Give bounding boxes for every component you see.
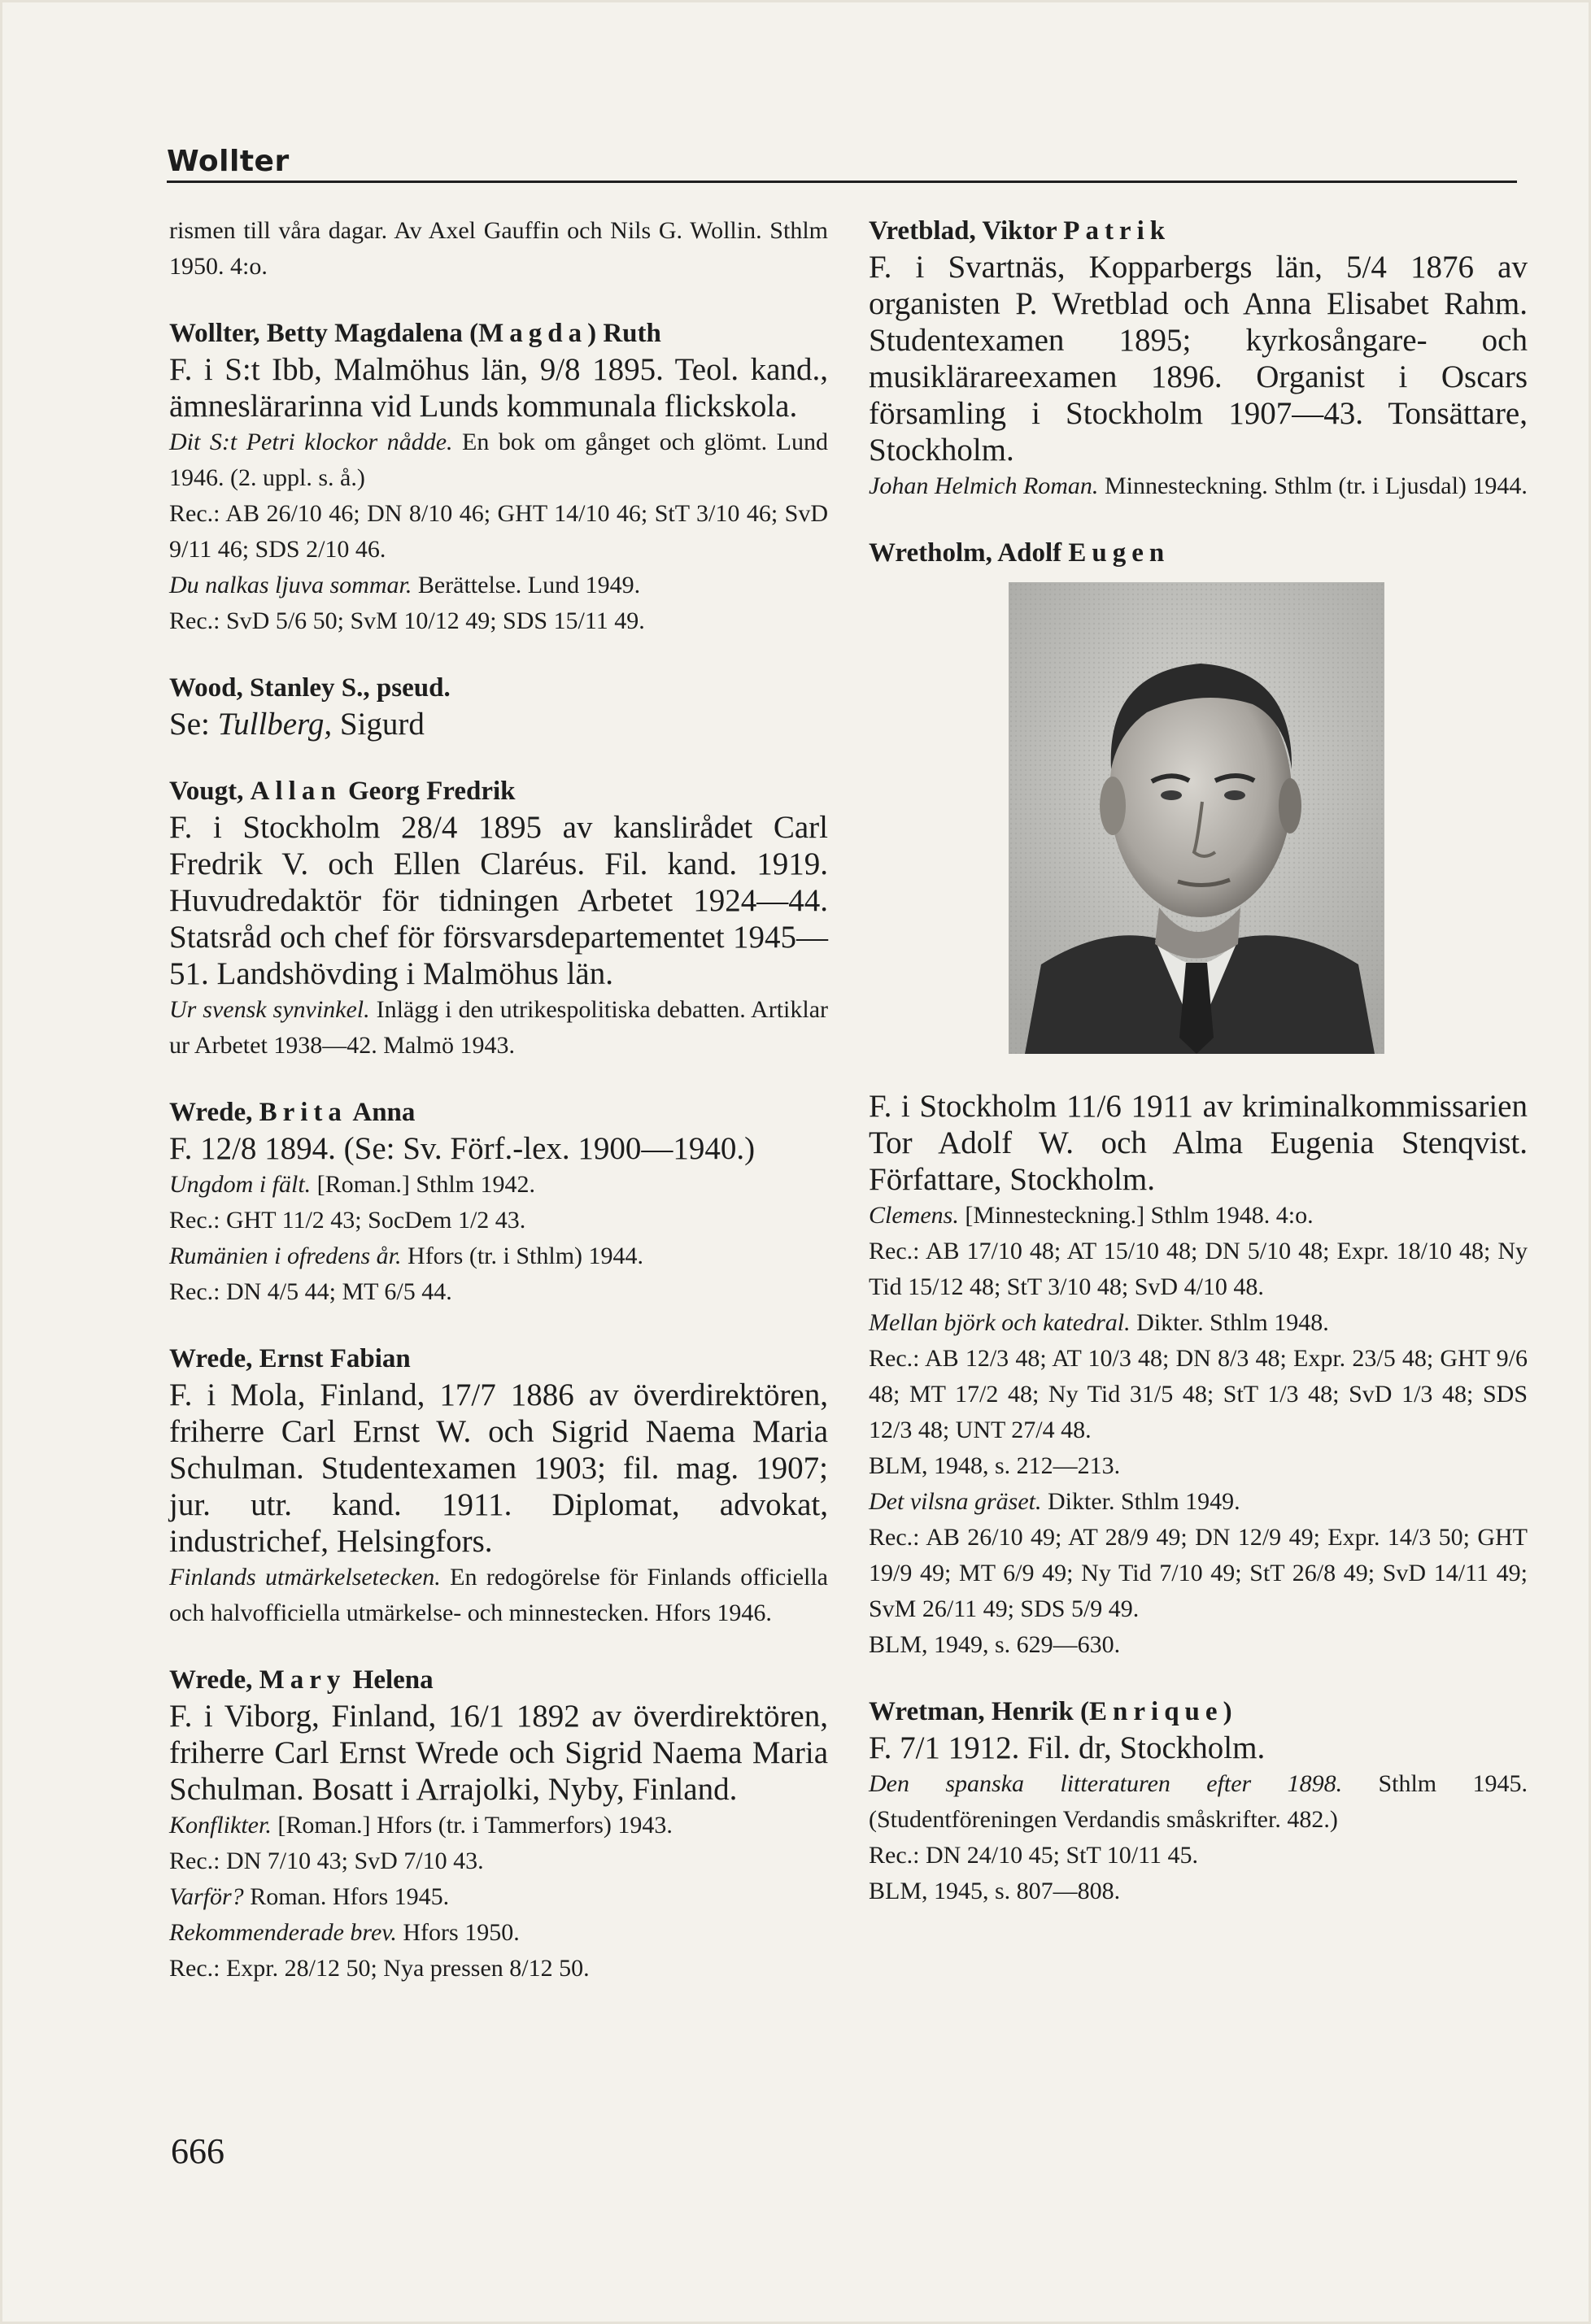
entry-biography: F. i Viborg, Finland, 16/1 1892 av överdirektören, friherre Carl Ernst Wrede och Sigrid Naema Maria Schulman. Bosatt i Arrajolki, Nyby, Finland. (169, 1699, 828, 1807)
cross-reference: Se: Tullberg, Sigurd (169, 707, 425, 742)
entry-vougt-allan (169, 773, 828, 1064)
header-rule (167, 181, 1517, 183)
work-title: Rekommenderade brev. Hfors 1950. (169, 1919, 520, 1946)
review-list: Rec.: Expr. 28/12 50; Nya pressen 8/12 50. (169, 1955, 590, 1982)
work-title: Rumänien i ofredens år. Hfors (tr. i Sthlm) 1944. (169, 1243, 644, 1269)
entry-wrede-mary (169, 1662, 828, 1987)
continuation-text: rismen till våra dagar. Av Axel Gauffin och Nils G. Wollin. Sthlm 1950. 4:o. (169, 217, 828, 280)
entry-biography: F. 12/8 1894. (Se: Sv. Förf.-lex. 1900—1940.) (169, 1131, 756, 1166)
entry-biography: F. i Mola, Finland, 17/7 1886 av överdirektören, friherre Carl Ernst W. och Sigrid Naema Maria Schulman. Studentexamen 1903; fil. mag. 1907; jur. utr. kand. 1911. Diplomat, advokat, industrichef, Helsingfors. (169, 1377, 828, 1559)
review-list: Rec.: DN 4/5 44; MT 6/5 44. (169, 1278, 452, 1305)
work-title: Ur svensk synvinkel. Inlägg i den utrikespolitiska debatten. Artiklar ur Arbetet 1938—42. Malmö 1943. (169, 996, 828, 1059)
entry-name: Wood, Stanley S., pseud. (169, 673, 451, 703)
portrait-eye-right (1224, 790, 1245, 800)
review-list: Rec.: AB 17/10 48; AT 15/10 48; DN 5/10 48; Expr. 18/10 48; Ny Tid 15/12 48; StT 3/10 48; SvD 4/10 48. (869, 1238, 1528, 1300)
work-title: Mellan björk och katedral. Dikter. Sthlm 1948. (869, 1309, 1329, 1336)
running-head: Wollter (167, 145, 290, 178)
work-title: Dit S:t Petri klockor nådde. En bok om gånget och glömt. Lund 1946. (2. uppl. s. å.) (169, 429, 828, 491)
review-list: Rec.: DN 24/10 45; StT 10/11 45. (869, 1842, 1198, 1869)
review-list: Rec.: GHT 11/2 43; SocDem 1/2 43. (169, 1207, 526, 1234)
entry-wretman-henrik (869, 1694, 1528, 1909)
review-list: Rec.: DN 7/10 43; SvD 7/10 43. (169, 1847, 484, 1874)
review-list: Rec.: AB 12/3 48; AT 10/3 48; DN 8/3 48; Expr. 23/5 48; GHT 9/6 48; MT 17/2 48; Ny Tid 31/5 48; StT 1/3 48; SvD 1/3 48; SDS 12/3 48; UNT 27/4 48. (869, 1345, 1528, 1443)
work-title: Finlands utmärkelsetecken. En redogörelse för Finlands officiella och halvofficiella utmärkelse- och minnestecken. Hfors 1946. (169, 1564, 828, 1626)
entry-wrede-ernst (169, 1341, 828, 1631)
entry-vretblad-viktor (869, 213, 1528, 504)
work-title: Varför? Roman. Hfors 1945. (169, 1883, 450, 1910)
entry-wollter-betty (169, 316, 828, 639)
entry-wretholm-adolf (869, 535, 1528, 1663)
work-title: Clemens. [Minnesteckning.] Sthlm 1948. 4:o. (869, 1202, 1314, 1229)
entry-continuation (169, 213, 828, 285)
work-title: Johan Helmich Roman. Minnesteckning. Sthlm (tr. i Ljusdal) 1944. (869, 472, 1528, 499)
entry-name: Wollter, Betty Magdalena (Magda) Ruth (169, 319, 661, 348)
work-title: Du nalkas ljuva sommar. Berättelse. Lund 1949. (169, 572, 641, 598)
left-column (169, 213, 828, 2017)
entry-name: Wrede, Brita Anna (169, 1098, 416, 1127)
blm-reference: BLM, 1949, s. 629—630. (869, 1631, 1121, 1658)
entry-biography: F. i Stockholm 11/6 1911 av kriminalkommissarien Tor Adolf W. och Alma Eugenia Stenqvist. Författare, Stockholm. (869, 1089, 1528, 1197)
entry-name: Wretholm, Adolf Eugen (869, 538, 1170, 568)
work-title: Den spanska litteraturen efter 1898. Sthlm 1945. (Studentföreningen Verdandis småskrifter. 482.) (869, 1770, 1528, 1833)
entry-name: Wrede, Mary Helena (169, 1665, 434, 1695)
review-list: Rec.: AB 26/10 46; DN 8/10 46; GHT 14/10 46; StT 3/10 46; SvD 9/11 46; SDS 2/10 46. (169, 500, 828, 563)
entry-biography: F. i S:t Ibb, Malmöhus län, 9/8 1895. Teol. kand., ämneslärarinna vid Lunds kommunala flickskola. (169, 352, 828, 424)
entry-name: Wretman, Henrik (Enrique) (869, 1697, 1232, 1726)
blm-reference: BLM, 1945, s. 807—808. (869, 1878, 1121, 1904)
entry-name: Vretblad, Viktor Patrik (869, 216, 1171, 246)
entry-name: Vougt, Allan Georg Fredrik (169, 777, 516, 806)
review-list: Rec.: SvD 5/6 50; SvM 10/12 49; SDS 15/11 49. (169, 607, 645, 634)
blm-reference: BLM, 1948, s. 212—213. (869, 1452, 1121, 1479)
review-list: Rec.: AB 26/10 49; AT 28/9 49; DN 12/9 49; Expr. 14/3 50; GHT 19/9 49; MT 6/9 49; Ny Tid 7/10 49; StT 26/8 49; SvD 14/11 49; SvM 26/11 49; SDS 5/9 49. (869, 1524, 1528, 1622)
entry-biography: F. 7/1 1912. Fil. dr, Stockholm. (869, 1730, 1266, 1765)
entry-wrede-brita (169, 1095, 828, 1310)
entry-wood-stanley (169, 670, 828, 742)
work-title: Konflikter. [Roman.] Hfors (tr. i Tammerfors) 1943. (169, 1812, 673, 1839)
work-title: Det vilsna gräset. Dikter. Sthlm 1949. (869, 1488, 1240, 1515)
entry-name: Wrede, Ernst Fabian (169, 1344, 411, 1373)
right-column (869, 213, 1528, 1940)
portrait-eye-left (1161, 790, 1182, 800)
entry-biography: F. i Svartnäs, Kopparbergs län, 5/4 1876 av organisten P. Wretblad och Anna Elisabet Rahm. Studentexamen 1895; kyrkosångare- och musiklärareexamen 1896. Organist i Oscars församling i Stockholm 1907—43. Tonsättare, Stockholm. (869, 250, 1528, 468)
author-portrait (1009, 582, 1384, 1054)
page-number: 666 (171, 2131, 224, 2171)
entry-biography: F. i Stockholm 28/4 1895 av kanslirådet Carl Fredrik V. och Ellen Claréus. Fil. kand. 1919. Huvudredaktör för tidningen Arbetet 1924—44. Statsråd och chef för försvarsdepartementet 1945—51. Landshövding i Malmöhus län. (169, 810, 828, 991)
work-title: Ungdom i fält. [Roman.] Sthlm 1942. (169, 1171, 536, 1198)
